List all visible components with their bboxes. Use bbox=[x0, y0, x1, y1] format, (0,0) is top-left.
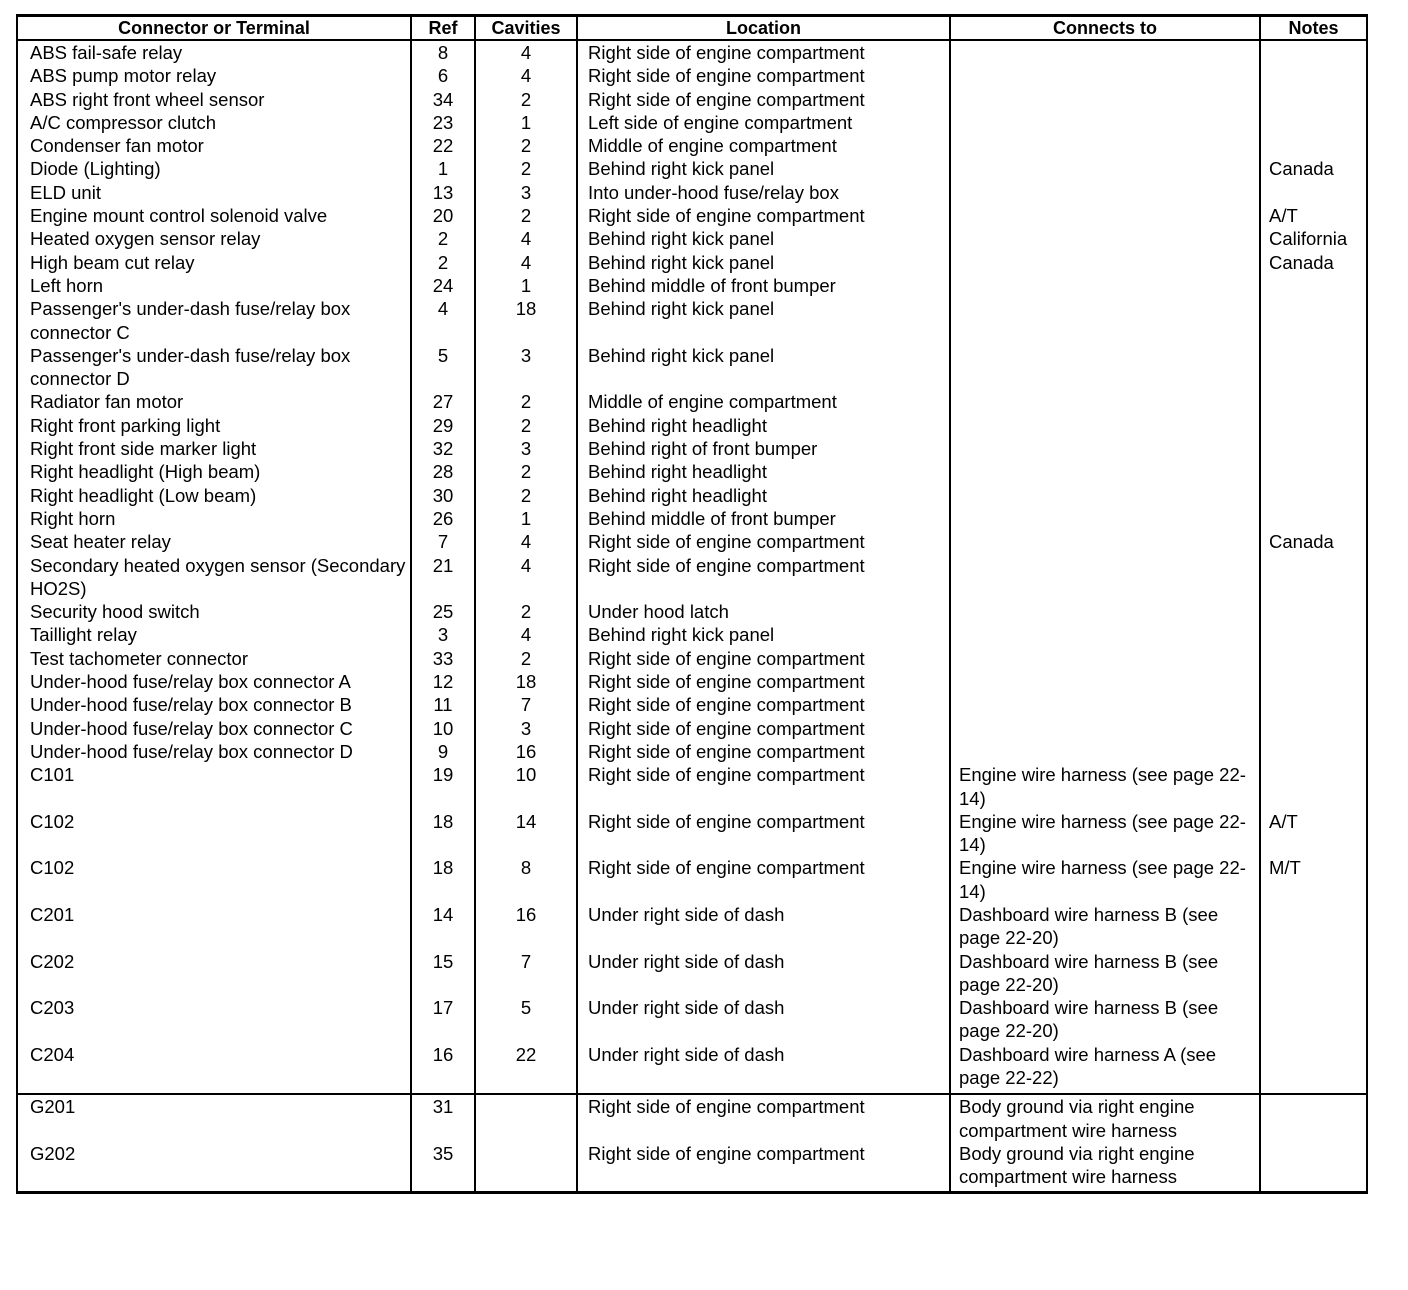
cell-connects-to bbox=[950, 390, 1260, 413]
cell-ref: 12 bbox=[411, 670, 475, 693]
cell-cavities: 16 bbox=[475, 740, 577, 763]
cell-connects-to: Engine wire harness (see page 22-14) bbox=[950, 856, 1260, 903]
cell-connector: Right horn bbox=[17, 507, 411, 530]
cell-connects-to bbox=[950, 297, 1260, 344]
table-row bbox=[17, 390, 1367, 413]
cell-cavities: 4 bbox=[475, 64, 577, 87]
cell-connector: ELD unit bbox=[17, 181, 411, 204]
cell-notes bbox=[1260, 134, 1367, 157]
table-row bbox=[17, 507, 1367, 530]
table-row bbox=[17, 460, 1367, 483]
cell-connects-to bbox=[950, 600, 1260, 623]
cell-connects-to bbox=[950, 717, 1260, 740]
cell-connector: Right headlight (Low beam) bbox=[17, 484, 411, 507]
cell-notes bbox=[1260, 40, 1367, 64]
table-row bbox=[17, 134, 1367, 157]
cell-connects-to bbox=[950, 134, 1260, 157]
cell-connector: Taillight relay bbox=[17, 623, 411, 646]
cell-connector: Right front parking light bbox=[17, 414, 411, 437]
table-row bbox=[17, 810, 1367, 857]
table-row bbox=[17, 740, 1367, 763]
cell-connects-to bbox=[950, 530, 1260, 553]
cell-notes bbox=[1260, 670, 1367, 693]
cell-location: Behind right kick panel bbox=[577, 157, 950, 180]
cell-location: Right side of engine compartment bbox=[577, 810, 950, 857]
cell-cavities: 16 bbox=[475, 903, 577, 950]
cell-ref: 3 bbox=[411, 623, 475, 646]
cell-location: Right side of engine compartment bbox=[577, 530, 950, 553]
cell-ref: 23 bbox=[411, 111, 475, 134]
cell-ref: 19 bbox=[411, 763, 475, 810]
cell-location: Right side of engine compartment bbox=[577, 1142, 950, 1192]
cell-location: Right side of engine compartment bbox=[577, 88, 950, 111]
cell-ref: 4 bbox=[411, 297, 475, 344]
cell-location: Behind middle of front bumper bbox=[577, 507, 950, 530]
cell-notes bbox=[1260, 647, 1367, 670]
table-row bbox=[17, 670, 1367, 693]
cell-connects-to: Dashboard wire harness A (see page 22-22) bbox=[950, 1043, 1260, 1095]
cell-connects-to bbox=[950, 227, 1260, 250]
cell-connector: Left horn bbox=[17, 274, 411, 297]
cell-notes: Canada bbox=[1260, 157, 1367, 180]
cell-ref: 18 bbox=[411, 810, 475, 857]
cell-connects-to bbox=[950, 554, 1260, 601]
header-location: Location bbox=[577, 16, 950, 41]
cell-notes bbox=[1260, 344, 1367, 391]
cell-connects-to bbox=[950, 157, 1260, 180]
cell-location: Behind right headlight bbox=[577, 460, 950, 483]
cell-location: Middle of engine compartment bbox=[577, 390, 950, 413]
cell-cavities: 3 bbox=[475, 344, 577, 391]
cell-location: Into under-hood fuse/relay box bbox=[577, 181, 950, 204]
cell-notes: Canada bbox=[1260, 530, 1367, 553]
table-row bbox=[17, 414, 1367, 437]
cell-ref: 7 bbox=[411, 530, 475, 553]
cell-notes bbox=[1260, 763, 1367, 810]
cell-connects-to bbox=[950, 460, 1260, 483]
cell-connector: Right headlight (High beam) bbox=[17, 460, 411, 483]
cell-ref: 27 bbox=[411, 390, 475, 413]
table-row bbox=[17, 251, 1367, 274]
cell-location: Right side of engine compartment bbox=[577, 64, 950, 87]
cell-notes bbox=[1260, 1043, 1367, 1095]
cell-connects-to bbox=[950, 647, 1260, 670]
cell-notes bbox=[1260, 181, 1367, 204]
cell-ref: 30 bbox=[411, 484, 475, 507]
cell-notes: California bbox=[1260, 227, 1367, 250]
cell-location: Behind right kick panel bbox=[577, 251, 950, 274]
table-row bbox=[17, 600, 1367, 623]
cell-notes bbox=[1260, 390, 1367, 413]
cell-connector: C203 bbox=[17, 996, 411, 1043]
table-row bbox=[17, 623, 1367, 646]
cell-notes bbox=[1260, 600, 1367, 623]
cell-cavities bbox=[475, 1094, 577, 1142]
cell-location: Behind right headlight bbox=[577, 414, 950, 437]
cell-ref: 11 bbox=[411, 693, 475, 716]
cell-cavities bbox=[475, 1142, 577, 1192]
cell-location: Right side of engine compartment bbox=[577, 740, 950, 763]
cell-cavities: 2 bbox=[475, 390, 577, 413]
cell-cavities: 7 bbox=[475, 693, 577, 716]
table-row bbox=[17, 554, 1367, 601]
cell-connector: Radiator fan motor bbox=[17, 390, 411, 413]
cell-connects-to: Engine wire harness (see page 22-14) bbox=[950, 763, 1260, 810]
cell-cavities: 2 bbox=[475, 414, 577, 437]
cell-connector: C101 bbox=[17, 763, 411, 810]
cell-cavities: 18 bbox=[475, 297, 577, 344]
cell-connector: ABS fail-safe relay bbox=[17, 40, 411, 64]
cell-location: Right side of engine compartment bbox=[577, 554, 950, 601]
table-row bbox=[17, 274, 1367, 297]
connector-rows bbox=[17, 40, 1367, 1094]
cell-notes bbox=[1260, 903, 1367, 950]
cell-ref: 33 bbox=[411, 647, 475, 670]
cell-cavities: 2 bbox=[475, 600, 577, 623]
cell-notes bbox=[1260, 297, 1367, 344]
cell-connects-to: Dashboard wire harness B (see page 22-20) bbox=[950, 996, 1260, 1043]
cell-location: Under right side of dash bbox=[577, 1043, 950, 1095]
table-row bbox=[17, 856, 1367, 903]
cell-cavities: 2 bbox=[475, 157, 577, 180]
table-row bbox=[17, 181, 1367, 204]
table-row bbox=[17, 227, 1367, 250]
table-row bbox=[17, 204, 1367, 227]
cell-notes bbox=[1260, 507, 1367, 530]
table-row bbox=[17, 297, 1367, 344]
cell-location: Right side of engine compartment bbox=[577, 1094, 950, 1142]
cell-notes bbox=[1260, 1094, 1367, 1142]
cell-cavities: 4 bbox=[475, 530, 577, 553]
cell-connects-to: Engine wire harness (see page 22-14) bbox=[950, 810, 1260, 857]
cell-location: Behind right of front bumper bbox=[577, 437, 950, 460]
cell-connects-to bbox=[950, 623, 1260, 646]
header-row bbox=[17, 16, 1367, 41]
cell-connector: C202 bbox=[17, 950, 411, 997]
cell-notes: A/T bbox=[1260, 810, 1367, 857]
cell-ref: 34 bbox=[411, 88, 475, 111]
cell-connector: Passenger's under-dash fuse/relay box connector D bbox=[17, 344, 411, 391]
cell-notes bbox=[1260, 996, 1367, 1043]
cell-cavities: 1 bbox=[475, 111, 577, 134]
cell-location: Under right side of dash bbox=[577, 903, 950, 950]
cell-connector: G201 bbox=[17, 1094, 411, 1142]
cell-cavities: 3 bbox=[475, 717, 577, 740]
cell-connector: Right front side marker light bbox=[17, 437, 411, 460]
cell-location: Right side of engine compartment bbox=[577, 204, 950, 227]
cell-ref: 28 bbox=[411, 460, 475, 483]
cell-ref: 20 bbox=[411, 204, 475, 227]
cell-location: Under right side of dash bbox=[577, 996, 950, 1043]
cell-connector: Engine mount control solenoid valve bbox=[17, 204, 411, 227]
cell-cavities: 3 bbox=[475, 181, 577, 204]
cell-location: Behind right kick panel bbox=[577, 623, 950, 646]
table-row bbox=[17, 1142, 1367, 1192]
cell-connects-to bbox=[950, 414, 1260, 437]
table-row bbox=[17, 950, 1367, 997]
cell-ref: 21 bbox=[411, 554, 475, 601]
cell-connects-to bbox=[950, 670, 1260, 693]
cell-connector: C201 bbox=[17, 903, 411, 950]
table-row bbox=[17, 437, 1367, 460]
header-ref: Ref bbox=[411, 16, 475, 41]
table-row bbox=[17, 717, 1367, 740]
cell-connector: Seat heater relay bbox=[17, 530, 411, 553]
table-row bbox=[17, 111, 1367, 134]
table-row bbox=[17, 1094, 1367, 1142]
cell-cavities: 4 bbox=[475, 623, 577, 646]
cell-notes bbox=[1260, 740, 1367, 763]
cell-notes bbox=[1260, 1142, 1367, 1192]
cell-notes bbox=[1260, 484, 1367, 507]
cell-connects-to bbox=[950, 251, 1260, 274]
cell-connects-to bbox=[950, 40, 1260, 64]
cell-connects-to bbox=[950, 740, 1260, 763]
cell-cavities: 4 bbox=[475, 227, 577, 250]
cell-ref: 25 bbox=[411, 600, 475, 623]
cell-connector: ABS right front wheel sensor bbox=[17, 88, 411, 111]
cell-ref: 15 bbox=[411, 950, 475, 997]
cell-connects-to bbox=[950, 88, 1260, 111]
cell-connector: A/C compressor clutch bbox=[17, 111, 411, 134]
cell-cavities: 1 bbox=[475, 274, 577, 297]
cell-connects-to: Dashboard wire harness B (see page 22-20) bbox=[950, 950, 1260, 997]
cell-cavities: 18 bbox=[475, 670, 577, 693]
table-row bbox=[17, 1043, 1367, 1095]
cell-connector: C102 bbox=[17, 810, 411, 857]
cell-connector: Test tachometer connector bbox=[17, 647, 411, 670]
cell-notes: Canada bbox=[1260, 251, 1367, 274]
cell-ref: 8 bbox=[411, 40, 475, 64]
cell-location: Middle of engine compartment bbox=[577, 134, 950, 157]
cell-ref: 18 bbox=[411, 856, 475, 903]
cell-notes bbox=[1260, 88, 1367, 111]
cell-connects-to bbox=[950, 437, 1260, 460]
cell-ref: 22 bbox=[411, 134, 475, 157]
cell-connector: Condenser fan motor bbox=[17, 134, 411, 157]
table-row bbox=[17, 40, 1367, 64]
cell-ref: 1 bbox=[411, 157, 475, 180]
cell-connects-to: Dashboard wire harness B (see page 22-20) bbox=[950, 903, 1260, 950]
cell-notes: A/T bbox=[1260, 204, 1367, 227]
header-connector: Connector or Terminal bbox=[17, 16, 411, 41]
cell-connector: Security hood switch bbox=[17, 600, 411, 623]
cell-cavities: 2 bbox=[475, 88, 577, 111]
cell-notes bbox=[1260, 460, 1367, 483]
table-row bbox=[17, 647, 1367, 670]
cell-cavities: 7 bbox=[475, 950, 577, 997]
cell-notes bbox=[1260, 111, 1367, 134]
cell-notes bbox=[1260, 717, 1367, 740]
cell-ref: 2 bbox=[411, 251, 475, 274]
cell-ref: 26 bbox=[411, 507, 475, 530]
cell-location: Under right side of dash bbox=[577, 950, 950, 997]
cell-location: Behind right kick panel bbox=[577, 227, 950, 250]
table-row bbox=[17, 64, 1367, 87]
table-row bbox=[17, 88, 1367, 111]
table-header bbox=[17, 16, 1367, 41]
ground-rows bbox=[17, 1094, 1367, 1192]
cell-connects-to bbox=[950, 64, 1260, 87]
cell-cavities: 8 bbox=[475, 856, 577, 903]
table-row bbox=[17, 996, 1367, 1043]
cell-location: Left side of engine compartment bbox=[577, 111, 950, 134]
cell-location: Behind middle of front bumper bbox=[577, 274, 950, 297]
cell-ref: 14 bbox=[411, 903, 475, 950]
cell-ref: 9 bbox=[411, 740, 475, 763]
cell-connects-to bbox=[950, 693, 1260, 716]
table-row bbox=[17, 344, 1367, 391]
cell-connects-to bbox=[950, 111, 1260, 134]
cell-location: Right side of engine compartment bbox=[577, 670, 950, 693]
cell-location: Right side of engine compartment bbox=[577, 856, 950, 903]
cell-location: Right side of engine compartment bbox=[577, 763, 950, 810]
cell-connects-to bbox=[950, 274, 1260, 297]
cell-connects-to bbox=[950, 181, 1260, 204]
cell-notes bbox=[1260, 437, 1367, 460]
cell-connector: Heated oxygen sensor relay bbox=[17, 227, 411, 250]
cell-location: Behind right kick panel bbox=[577, 344, 950, 391]
cell-notes bbox=[1260, 623, 1367, 646]
cell-cavities: 2 bbox=[475, 484, 577, 507]
cell-cavities: 2 bbox=[475, 460, 577, 483]
cell-connector: Passenger's under-dash fuse/relay box connector C bbox=[17, 297, 411, 344]
cell-ref: 29 bbox=[411, 414, 475, 437]
cell-connector: Under-hood fuse/relay box connector C bbox=[17, 717, 411, 740]
cell-ref: 2 bbox=[411, 227, 475, 250]
cell-location: Right side of engine compartment bbox=[577, 647, 950, 670]
header-notes: Notes bbox=[1260, 16, 1367, 41]
cell-ref: 32 bbox=[411, 437, 475, 460]
table-row bbox=[17, 763, 1367, 810]
cell-notes bbox=[1260, 64, 1367, 87]
cell-connector: Under-hood fuse/relay box connector A bbox=[17, 670, 411, 693]
cell-ref: 6 bbox=[411, 64, 475, 87]
cell-location: Right side of engine compartment bbox=[577, 693, 950, 716]
cell-ref: 31 bbox=[411, 1094, 475, 1142]
table-row bbox=[17, 157, 1367, 180]
cell-connects-to bbox=[950, 344, 1260, 391]
cell-connects-to bbox=[950, 204, 1260, 227]
table-row bbox=[17, 693, 1367, 716]
cell-cavities: 2 bbox=[475, 647, 577, 670]
cell-location: Under hood latch bbox=[577, 600, 950, 623]
cell-connector: G202 bbox=[17, 1142, 411, 1192]
cell-location: Behind right headlight bbox=[577, 484, 950, 507]
cell-connector: Under-hood fuse/relay box connector B bbox=[17, 693, 411, 716]
cell-ref: 13 bbox=[411, 181, 475, 204]
cell-connector: C102 bbox=[17, 856, 411, 903]
cell-ref: 24 bbox=[411, 274, 475, 297]
cell-notes bbox=[1260, 274, 1367, 297]
cell-ref: 10 bbox=[411, 717, 475, 740]
cell-cavities: 1 bbox=[475, 507, 577, 530]
cell-cavities: 4 bbox=[475, 251, 577, 274]
cell-location: Behind right kick panel bbox=[577, 297, 950, 344]
cell-notes bbox=[1260, 554, 1367, 601]
cell-connector: High beam cut relay bbox=[17, 251, 411, 274]
cell-cavities: 4 bbox=[475, 554, 577, 601]
cell-cavities: 2 bbox=[475, 134, 577, 157]
cell-connects-to bbox=[950, 484, 1260, 507]
cell-notes bbox=[1260, 693, 1367, 716]
cell-cavities: 10 bbox=[475, 763, 577, 810]
cell-connects-to: Body ground via right engine compartment wire harness bbox=[950, 1142, 1260, 1192]
header-connects-to: Connects to bbox=[950, 16, 1260, 41]
cell-location: Right side of engine compartment bbox=[577, 717, 950, 740]
cell-connector: ABS pump motor relay bbox=[17, 64, 411, 87]
cell-ref: 17 bbox=[411, 996, 475, 1043]
cell-connector: C204 bbox=[17, 1043, 411, 1095]
cell-connects-to: Body ground via right engine compartment wire harness bbox=[950, 1094, 1260, 1142]
cell-connector: Diode (Lighting) bbox=[17, 157, 411, 180]
cell-connector: Under-hood fuse/relay box connector D bbox=[17, 740, 411, 763]
cell-ref: 16 bbox=[411, 1043, 475, 1095]
connector-table-sheet bbox=[16, 14, 1366, 1194]
header-cavities: Cavities bbox=[475, 16, 577, 41]
table-row bbox=[17, 484, 1367, 507]
cell-ref: 5 bbox=[411, 344, 475, 391]
cell-notes bbox=[1260, 414, 1367, 437]
connector-table bbox=[16, 14, 1368, 1194]
table-row bbox=[17, 903, 1367, 950]
cell-cavities: 2 bbox=[475, 204, 577, 227]
cell-ref: 35 bbox=[411, 1142, 475, 1192]
cell-cavities: 3 bbox=[475, 437, 577, 460]
cell-cavities: 22 bbox=[475, 1043, 577, 1095]
cell-notes bbox=[1260, 950, 1367, 997]
table-row bbox=[17, 530, 1367, 553]
cell-connects-to bbox=[950, 507, 1260, 530]
cell-notes: M/T bbox=[1260, 856, 1367, 903]
cell-cavities: 5 bbox=[475, 996, 577, 1043]
cell-location: Right side of engine compartment bbox=[577, 40, 950, 64]
cell-cavities: 14 bbox=[475, 810, 577, 857]
cell-connector: Secondary heated oxygen sensor (Secondary HO2S) bbox=[17, 554, 411, 601]
cell-cavities: 4 bbox=[475, 40, 577, 64]
